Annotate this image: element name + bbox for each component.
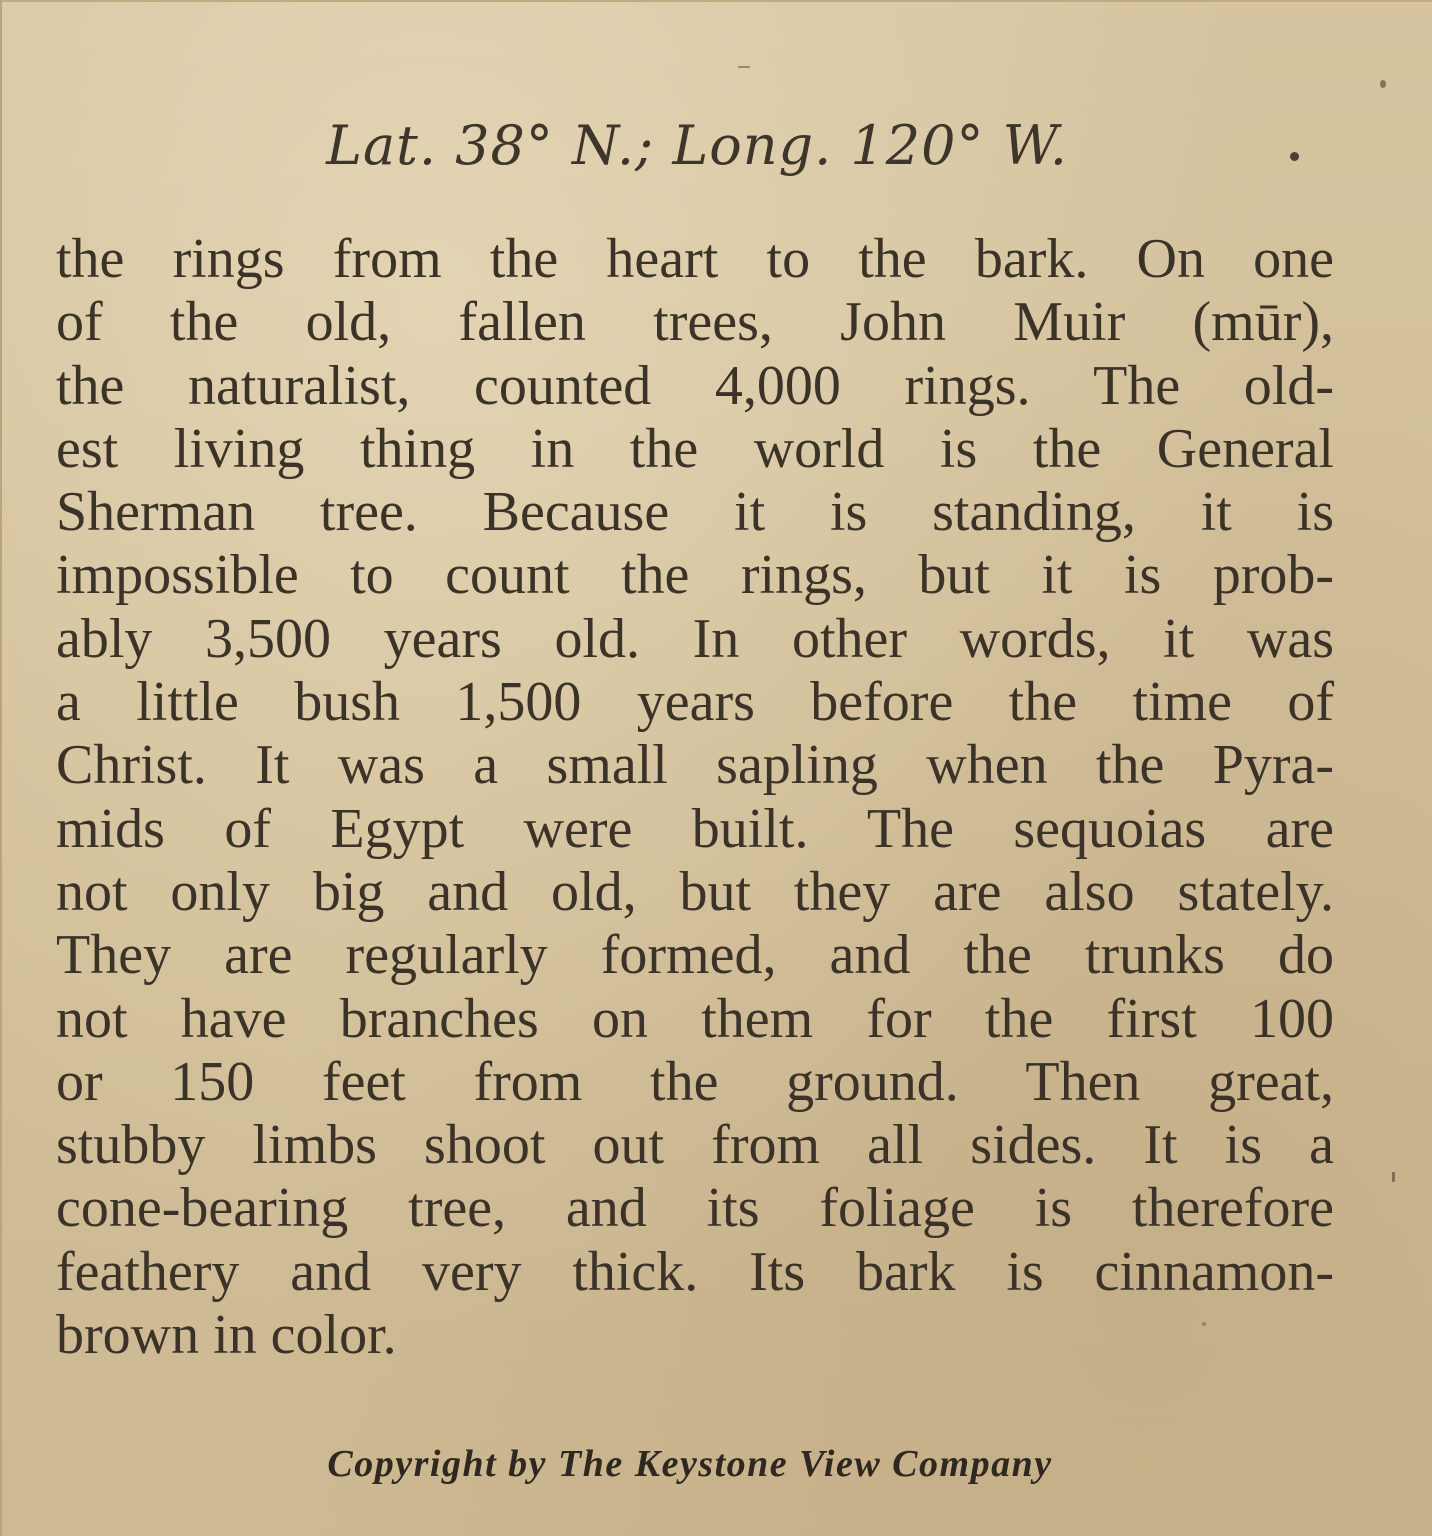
text-line: not only big and old, but they are also stately.: [56, 860, 1334, 923]
copyright-footer: Copyright by The Keystone View Company: [327, 1443, 1053, 1485]
text-line: Christ. It was a small sapling when the Pyra-: [56, 734, 1334, 797]
text-line: of the old, fallen trees, John Muir (mūr),: [56, 291, 1334, 354]
text-line: est living thing in the world is the General: [56, 417, 1334, 480]
text-line: the naturalist, counted 4,000 rings. The old-: [56, 354, 1334, 417]
print-speck: [1380, 80, 1386, 88]
text-line: the rings from the heart to the bark. On one: [56, 228, 1334, 290]
text-line: ably 3,500 years old. In other words, it was: [56, 607, 1334, 670]
text-line: mids of Egypt were built. The sequoias are: [56, 797, 1334, 860]
print-speck: [1290, 152, 1299, 161]
text-line: a little bush 1,500 years before the time of: [56, 671, 1334, 734]
text-line: They are regularly formed, and the trunks do: [56, 924, 1334, 987]
description-text: [56, 228, 1334, 1367]
text-line: stubby limbs shoot out from all sides. It is a: [56, 1114, 1334, 1177]
print-speck: [738, 66, 750, 68]
print-speck: [1202, 1322, 1206, 1326]
print-speck: [1392, 1172, 1395, 1182]
text-line: or 150 feet from the ground. Then great,: [56, 1050, 1334, 1113]
text-line: feathery and very thick. Its bark is cinnamon-: [56, 1240, 1334, 1303]
text-line: brown in color.: [56, 1304, 397, 1367]
text-line: cone-bearing tree, and its foliage is therefore: [56, 1177, 1334, 1240]
text-line: impossible to count the rings, but it is prob-: [56, 544, 1334, 607]
text-line: Sherman tree. Because it is standing, it is: [56, 481, 1334, 544]
coordinates-heading: Lat. 38° N.; Long. 120° W.: [326, 114, 1068, 177]
text-line: not have branches on them for the first 100: [56, 987, 1334, 1050]
